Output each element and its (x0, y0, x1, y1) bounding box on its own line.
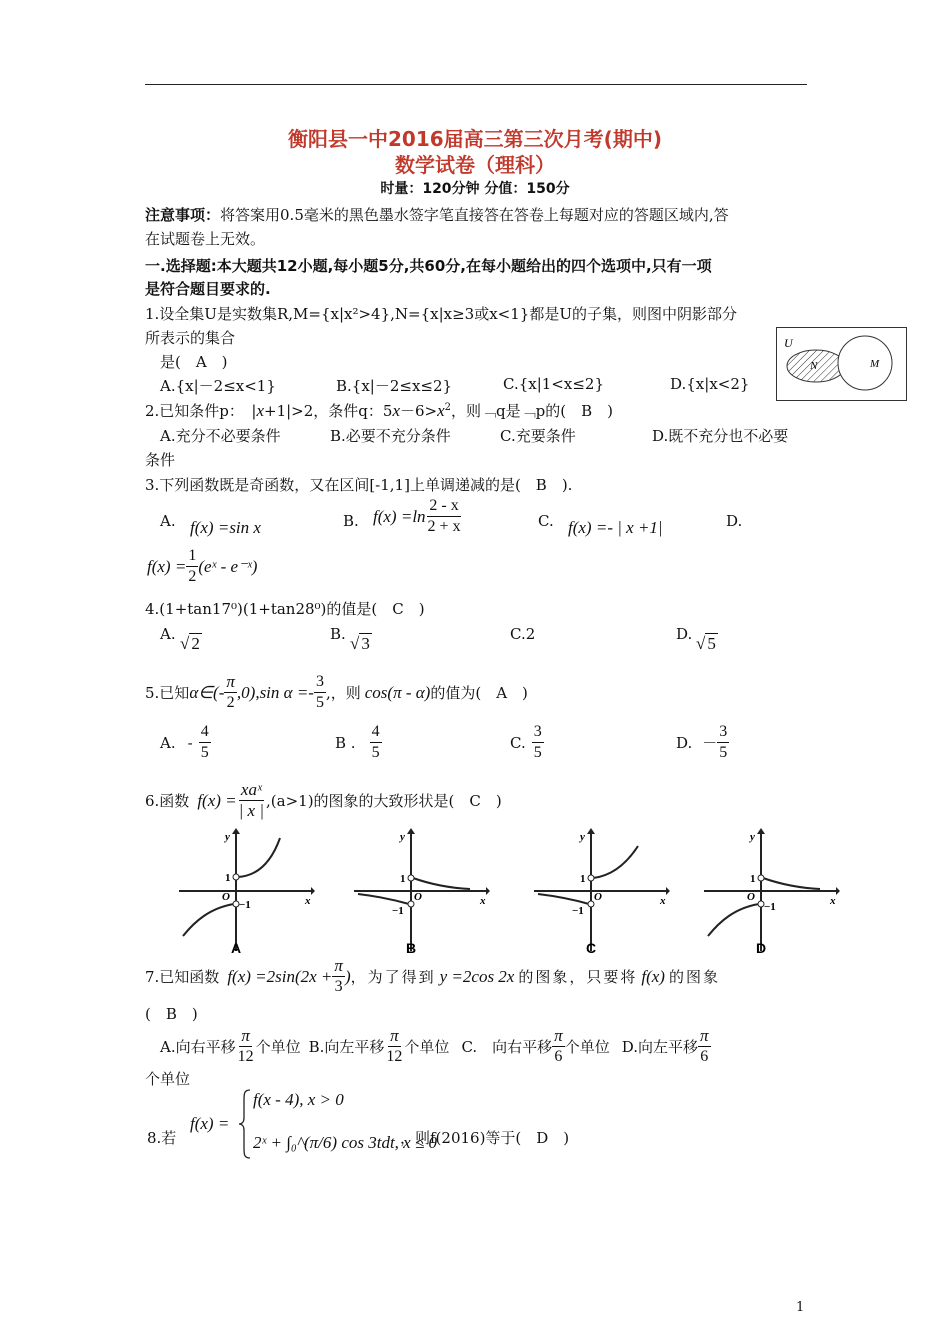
q7-c-suffix: 个单位 (564, 1038, 610, 1056)
q5-c-num: 3 (532, 722, 544, 743)
q6-stem (145, 780, 502, 821)
q5-frac1 (224, 672, 237, 713)
q7-f-num: π (334, 956, 343, 975)
exam-info: 时量：120分钟 分值：150分 (380, 181, 570, 197)
notice-text2: 在试题卷上无效。 (145, 230, 266, 248)
q2-mid2: －6> (400, 402, 438, 420)
q7-options (160, 1026, 711, 1067)
q6-graph-b (350, 826, 490, 958)
q5-d-num: 3 (717, 722, 729, 743)
q7-end: 的图象 (668, 968, 720, 986)
q4-option-a-label: A. (160, 625, 176, 643)
q5-c-frac (532, 722, 544, 763)
svg-text:x: x (480, 895, 486, 907)
q7-mid2: 的图象，只要将 (518, 968, 638, 986)
q8-lhs: f(x) = (190, 1114, 230, 1133)
q2-x2: x (392, 401, 400, 420)
svg-text:O: O (594, 891, 602, 903)
q5-prefix: 5.已知 (145, 684, 190, 702)
q1-option-b: B.{x|－2≤x≤2} (336, 377, 453, 395)
q5-f2-den: 5 (315, 694, 324, 711)
q7-d-prefix: D.向左平移 (621, 1038, 698, 1056)
q4-option-d-label: D. (676, 625, 693, 643)
q3-option-c-label: C. (538, 512, 554, 530)
svg-text:1: 1 (750, 873, 756, 885)
q3-b-num: 2 - x (427, 496, 460, 517)
q7-a-frac (236, 1026, 256, 1067)
q5-a-label: A. (160, 733, 176, 752)
q7-d-frac (698, 1026, 711, 1067)
q5-suffix: 的值为( A ) (430, 684, 528, 702)
svg-text:O: O (747, 891, 755, 903)
q5-b-frac (370, 722, 382, 763)
exam-title: 衡阳县一中2016届高三第三次月考(期中) (288, 127, 662, 151)
q7-mid: ，为了得到 (350, 968, 436, 986)
q3-d-suffix: (eˣ - e⁻ˣ) (198, 556, 258, 576)
q6-suffix: ,(a>1)的图象的大致形状是( C ) (266, 792, 502, 810)
top-rule (145, 84, 807, 85)
q3-stem: 3.下列函数既是奇函数，又在区间[-1,1]上单调递减的是( B ). (145, 476, 573, 494)
venn-diagram (776, 327, 907, 401)
q5-a-num: 4 (199, 722, 211, 743)
q5-option-c (510, 722, 544, 763)
q5-b-num: 4 (370, 722, 382, 743)
q5-expr2: ,0),sin α =- (236, 682, 314, 702)
q6-frac (237, 780, 266, 821)
q7-f-expr: f(x) =2sin(2x + (227, 966, 333, 986)
q3-option-c: f(x) =- | x +1| (568, 518, 663, 537)
q8-case2: 2ˣ + ∫₀^(π/6) cos 3tdt, x ≤ 0 (253, 1133, 438, 1152)
q7-c-prefix: C. 向右平移 (461, 1038, 553, 1056)
notice-text1: 将答案用0.5毫米的黑色墨水签字笔直接答在答卷上每题对应的答题区域内,答 (220, 206, 729, 224)
q8-prefix: 8.若 (147, 1129, 177, 1147)
q3-option-b (373, 496, 463, 537)
svg-text:O: O (222, 891, 230, 903)
q7-d-num: π (699, 1026, 709, 1045)
q3-d-fraction (186, 546, 198, 587)
q1-line3: 是( A ) (160, 353, 228, 371)
q5-d-frac (717, 722, 729, 763)
q3-option-a-label: A. (160, 512, 176, 530)
q7-f-den: 3 (334, 978, 343, 995)
q5-frac2 (314, 672, 326, 713)
svg-text:y: y (225, 831, 230, 843)
q5-c-label: C. (510, 733, 526, 752)
q3-option-b-label: B. (343, 512, 359, 530)
q6-graph-d (700, 826, 840, 958)
q7-a-suffix: 个单位 (255, 1038, 301, 1056)
q5-f1-den: 2 (226, 694, 235, 711)
q4-d-rad: 5 (707, 634, 716, 653)
q2-mid: +1|>2，条件q：5 (264, 402, 393, 420)
q6-lhs: f(x) = (197, 790, 237, 810)
svg-text:x: x (660, 895, 666, 907)
q7-c-num: π (554, 1026, 563, 1045)
svg-text:x: x (830, 895, 836, 907)
q6-graph-a (175, 826, 315, 958)
svg-text:C: C (586, 940, 597, 956)
q5-d-label: D. (676, 733, 693, 752)
svg-text:−1: −1 (392, 905, 404, 917)
q3-b-den: 2 + x (427, 518, 461, 535)
q7-b-prefix: B.向左平移 (308, 1038, 385, 1056)
q4-stem: 4.(1+tan17⁰)(1+tan28⁰)的值是( C ) (145, 600, 425, 618)
q7-b-suffix: 个单位 (404, 1038, 450, 1056)
q7-answer: ( B ) (145, 1005, 198, 1023)
q3-d-num: 1 (186, 546, 198, 567)
q5-option-a (160, 722, 211, 763)
q5-a-sign: - (187, 733, 193, 752)
q3-b-prefix: f(x) =ln (373, 506, 426, 526)
q3-option-d (147, 546, 257, 587)
exam-subtitle: 数学试卷（理科） (395, 153, 555, 177)
q4-option-b: √ 3 (350, 634, 370, 653)
q5-c-den: 5 (533, 744, 542, 761)
svg-text:B: B (406, 940, 417, 956)
q1-option-d: D.{x|x<2} (670, 375, 750, 393)
q3-option-a: f(x) =sin x (190, 518, 261, 537)
q5-b-label: B . (335, 733, 356, 752)
q5-a-den: 5 (200, 744, 209, 761)
q5-d-sign: － (702, 734, 718, 752)
q2-option-a: A.充分不必要条件 (160, 427, 281, 445)
q2-option-d: D.既不充分也不必要 (652, 427, 789, 445)
q7-f-frac (332, 956, 345, 997)
q6-prefix: 6.函数 (145, 792, 190, 810)
q5-option-b (335, 722, 382, 763)
q7-fx: f(x) (641, 966, 665, 986)
q7-c-frac (552, 1026, 565, 1067)
q2-option-b: B.必要不充分条件 (330, 427, 451, 445)
q7-a-num: π (241, 1026, 250, 1045)
q7-y-expr: y =2cos 2x (439, 966, 515, 986)
q4-option-a: √ 2 (180, 634, 200, 653)
q3-d-den: 2 (188, 568, 197, 585)
q6-graph-c (530, 826, 670, 958)
q4-option-b-label: B. (330, 625, 346, 643)
q5-d-den: 5 (719, 744, 728, 761)
q7-stem (145, 956, 720, 997)
q7-b-den: 12 (386, 1048, 403, 1065)
q7-b-frac (384, 1026, 404, 1067)
q7-a-prefix: A.向右平移 (160, 1038, 236, 1056)
notice-line1 (145, 204, 729, 225)
q5-a-frac (199, 722, 211, 763)
q5-expr1: α∈(- (189, 682, 225, 702)
q7-prefix: 7.已知函数 (145, 968, 220, 986)
q4-option-d: √ 5 (696, 634, 716, 653)
q5-f2-num: 3 (314, 672, 326, 693)
q4-b-rad: 3 (361, 634, 370, 653)
q4-option-c: C.2 (510, 625, 536, 643)
svg-text:1: 1 (400, 873, 406, 885)
svg-text:1: 1 (225, 872, 231, 884)
svg-text:A: A (231, 940, 242, 956)
q1-line1: 1.设全集U是实数集R,M={x|x²>4},N={x|x≥3或x<1}都是U的子集，则图中阴影部分 (145, 305, 737, 323)
q3-option-d-label: D. (726, 512, 743, 530)
q8-suffix: ，则f(2016)等于( D ) (400, 1129, 570, 1147)
svg-text:y: y (750, 831, 755, 843)
q6-num: xaˣ (240, 780, 262, 799)
venn-label-m: M (870, 358, 880, 370)
q2-x1: x (256, 401, 265, 420)
svg-text:1: 1 (580, 873, 586, 885)
q6-den: | x | (238, 801, 265, 820)
q3-d-prefix: f(x) = (147, 556, 187, 576)
q5-f1-num: π (226, 672, 235, 691)
q5-b-den: 5 (371, 744, 380, 761)
q1-line2: 所表示的集合 (145, 329, 236, 347)
svg-text:y: y (400, 831, 405, 843)
q2-x3: x (437, 401, 445, 420)
notice-label: 注意事项： (145, 206, 221, 224)
q8-case1: f(x - 4), x > 0 (253, 1090, 344, 1109)
svg-text:O: O (414, 891, 422, 903)
q7-d-den: 6 (700, 1048, 709, 1065)
q2-sup: 2 (444, 402, 452, 413)
svg-text:y: y (580, 831, 585, 843)
svg-text:−1: −1 (239, 899, 251, 911)
q5-option-d (676, 722, 729, 763)
page-number: 1 (796, 1300, 805, 1315)
q5-expr4: cos(π - α) (364, 682, 431, 702)
q1-option-c: C.{x|1<x≤2} (503, 375, 604, 393)
q7-c-den: 6 (554, 1048, 563, 1065)
section1-line2: 是符合题目要求的. (145, 280, 271, 298)
q7-tail: 个单位 (145, 1070, 191, 1088)
svg-text:−1: −1 (764, 901, 776, 913)
q5-expr3: ,，则 (325, 684, 361, 702)
q5-stem (145, 672, 528, 713)
q8-brace (238, 1088, 252, 1160)
q2-option-c: C.充要条件 (500, 427, 576, 445)
q7-f-close: ) (344, 966, 351, 986)
venn-label-n: N (810, 360, 818, 372)
svg-text:−1: −1 (572, 905, 584, 917)
venn-label-u: U (784, 336, 793, 350)
q2-stem (145, 400, 613, 421)
svg-text:D: D (756, 940, 767, 956)
venn-set-m (838, 336, 892, 390)
q3-b-fraction (426, 496, 463, 537)
svg-text:x: x (305, 895, 311, 907)
q2-prefix: 2.已知条件p： | (145, 402, 257, 420)
q7-a-den: 12 (237, 1048, 254, 1065)
q4-a-rad: 2 (191, 634, 200, 653)
q2-end: ，则﹁q是﹁p的( B ) (451, 402, 613, 420)
q1-option-a: A.{x|－2≤x<1} (160, 377, 276, 395)
q2-options-tail: 条件 (145, 451, 176, 469)
section1-line1: 一.选择题:本大题共12小题,每小题5分,共60分,在每小题给出的四个选项中,只有一项 (145, 257, 712, 275)
q7-b-num: π (390, 1026, 399, 1045)
